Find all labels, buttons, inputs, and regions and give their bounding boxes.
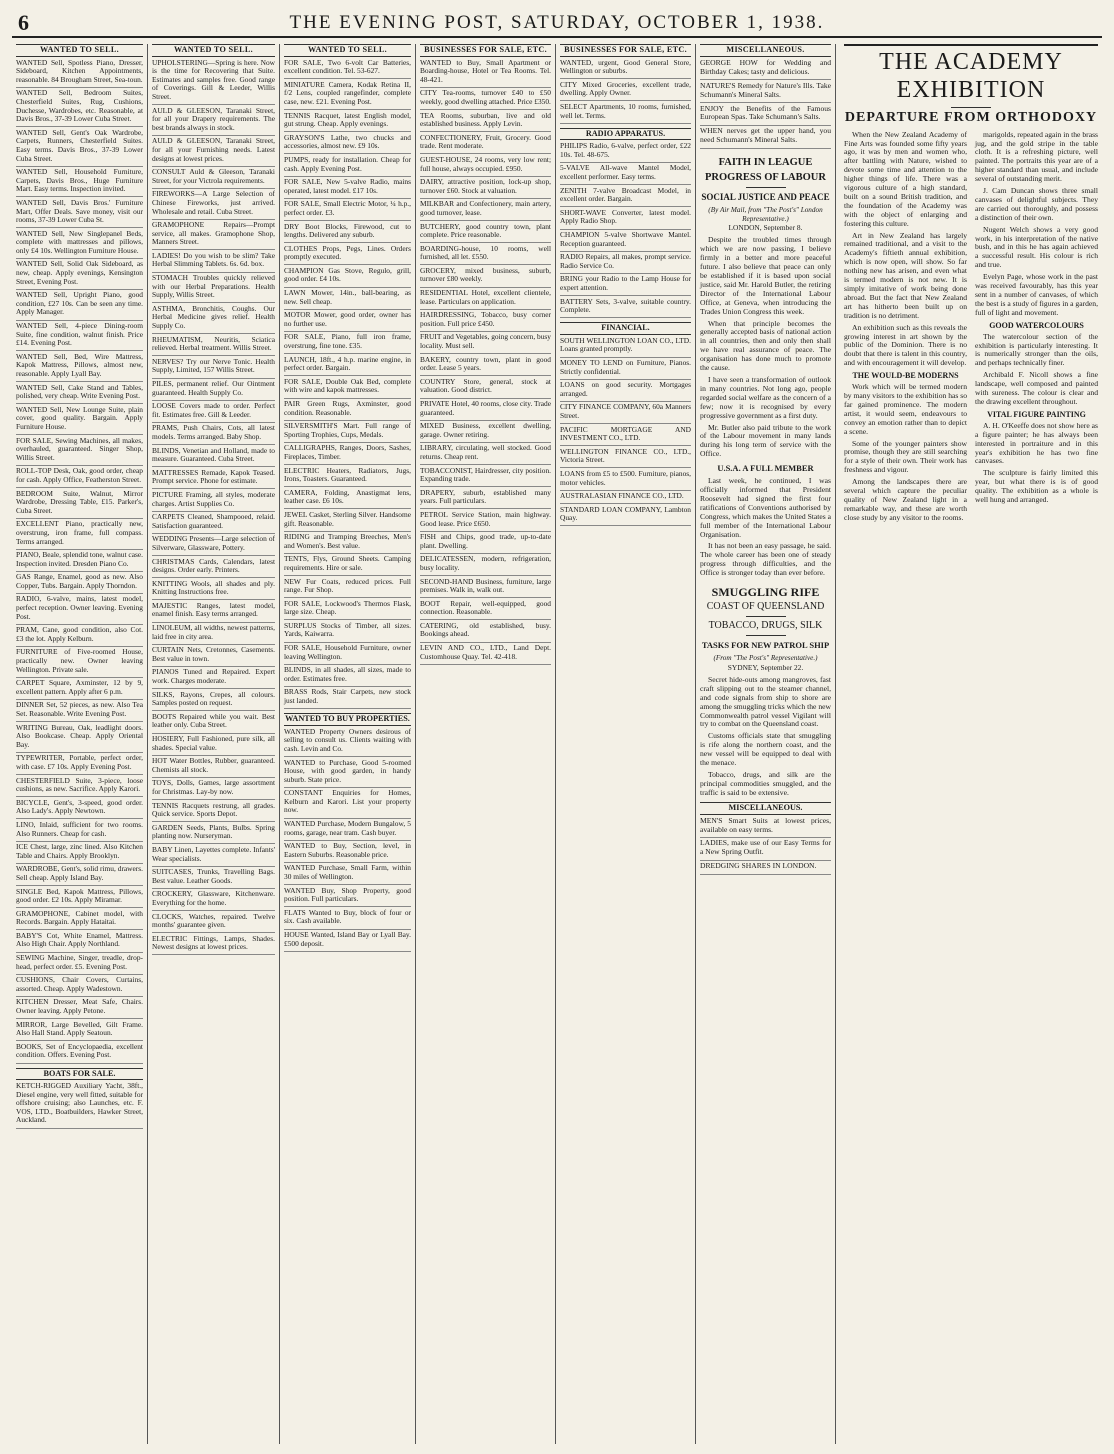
classified-ad: LINOLEUM, all widths, newest patterns, laid free in city area. — [152, 623, 275, 641]
classified-ad: CONSULT Auld & Gleeson, Taranaki Street, for your Victrola requirements. — [152, 167, 275, 185]
classified-ad: FURNITURE of Five-roomed House, practically new. Owner leaving Wellington. Private sale. — [16, 647, 143, 674]
classified-ad: GEORGE HOW for Wedding and Birthday Cakes; tasty and delicious. — [700, 57, 831, 76]
classified-ad: BOOT Repair, well-equipped, good connection. Reasonable. — [420, 598, 551, 617]
classified-ad: MEN'S Smart Suits at lowest prices, available on easy terms. — [700, 815, 831, 834]
classified-ad: COUNTRY Store, general, stock at valuation. Good district. — [420, 376, 551, 395]
classified-ad: HOUSE Wanted, Island Bay or Lyall Bay. £500 deposit. — [284, 930, 411, 948]
classified-ad: FOR SALE, Sewing Machines, all makes, overhauled, guaranteed. Singer Shop, Willis Street. — [16, 435, 143, 462]
paragraph: J. Cam Duncan shows three small canvases of delightful subjects. They are carried out thoroughly, and possess a distinction of their own. — [975, 186, 1098, 222]
column-header: WANTED TO SELL. — [284, 44, 411, 57]
classified-ad: TENNIS Racquet, latest English model, gut strung. Cheap. Apply evenings. — [284, 110, 411, 129]
classified-ad: DRY Boot Blocks, Firewood, cut to lengths. Delivered any suburb. — [284, 221, 411, 240]
section-header: WANTED TO BUY PROPERTIES. — [284, 713, 411, 726]
classified-ad: CROCKERY, Glassware, Kitchenware. Everything for the home. — [152, 889, 275, 907]
classified-ad: RIDING and Tramping Breeches, Men's and Women's. Best value. — [284, 532, 411, 550]
classified-ad: BOARDING-house, 10 rooms, well furnished, all let. £550. — [420, 243, 551, 262]
column-6 — [696, 44, 836, 1444]
classified-ad: SURPLUS Stocks of Timber, all sizes. Yards, Kaiwarra. — [284, 620, 411, 639]
classified-ad: WANTED Sell, Spotless Piano, Dresser, Sideboard, Kitchen Appointments, reasonable. 84 Brougham Street, Sea-toun. — [16, 57, 143, 84]
classified-ad: CHESTERFIELD Suite, 3-piece, loose cushions, as new. Sacrifice. Apply Karori. — [16, 775, 143, 794]
newspaper-title: THE EVENING POST, SATURDAY, OCTOBER 1, 1938. — [289, 12, 825, 33]
paragraph: marigolds, repeated again in the brass jug, and the gold stripe in the table cloth. It is a refreshing picture, well painted. The portraits this year are of a higher standard than usual, and include several of outstanding merit. — [975, 129, 1098, 184]
classified-ad: LIBRARY, circulating, well stocked. Good returns. Cheap rent. — [420, 443, 551, 461]
column-5 — [556, 44, 696, 1444]
classified-ad: JEWEL Casket, Sterling Silver. Handsome gift. Reasonable. — [284, 509, 411, 528]
feature-columns — [844, 131, 1098, 526]
classified-ad: EXCELLENT Piano, practically new, overstrung, iron frame, full compass. Terms arranged. — [16, 519, 143, 546]
ad-list — [16, 59, 143, 1064]
classified-ad: WEDDING Presents—Large selection of Silverware, Glassware, Pottery. — [152, 534, 275, 552]
classified-ad: CLOTHES Props, Pegs, Lines. Orders promptly executed. — [284, 243, 411, 262]
classified-ad: SEWING Machine, Singer, treadle, drop-head, perfect order. £5. Evening Post. — [16, 953, 143, 971]
ad-list — [152, 59, 275, 956]
classified-ad: WANTED Purchase, Modern Bungalow, 5 rooms, garage, near tram. Cash buyer. — [284, 819, 411, 837]
classified-ad: BOOKS, Set of Encyclopaedia, excellent condition. Offers. Evening Post. — [16, 1041, 143, 1060]
story-body — [700, 477, 831, 578]
story-headline: FAITH IN LEAGUE — [718, 156, 813, 168]
classified-ad: BRASS Rods, Stair Carpets, new stock just landed. — [284, 687, 411, 706]
classified-ad: SILVERSMITH'S Mart. Full range of Sporting Trophies, Cups, Medals. — [284, 421, 411, 439]
classified-ad: DINNER Set, 52 pieces, as new. Also Tea Set. Reasonable. Write Evening Post. — [16, 700, 143, 718]
masthead — [12, 10, 1102, 38]
classified-ad: BAKERY, country town, plant in good order. Lease 5 years. — [420, 354, 551, 373]
column-header: BUSINESSES FOR SALE, ETC. — [420, 44, 551, 57]
page-number: 6 — [18, 10, 29, 35]
classified-ad: STANDARD LOAN COMPANY, Lambton Quay. — [560, 504, 691, 523]
classified-ad: MATTRESSES Remade, Kapok Teased. Prompt service. Phone for estimate. — [152, 467, 275, 486]
classified-ad: WANTED Sell, Bedroom Suites, Chesterfield Suites, Rug, Cushions, Duchesse, Wardrobes, etc. Reasonable, at Davis Bros., 37-39 Lower Cuba Street. — [16, 88, 143, 124]
classified-ad: WANTED to Buy, Section, level, in Eastern Suburbs. Reasonable price. — [284, 841, 411, 859]
classified-ad: FLATS Wanted to Buy, block of four or six. Cash available. — [284, 907, 411, 926]
classified-ad: ASTHMA, Bronchitis, Coughs. Our Herbal Medicine gives relief. Health Supply Co. — [152, 303, 275, 331]
classified-ad: PRIVATE Hotel, 40 rooms, close city. Trade guaranteed. — [420, 399, 551, 417]
feature-title: THE ACADEMY EXHIBITION — [844, 44, 1098, 104]
paragraph: The sculpture is fairly limited this year, but what there is is of good quality. The exhibition as a whole is well hung and arranged. — [975, 468, 1098, 505]
feature-body — [844, 383, 967, 523]
classified-ad: TYPEWRITER, Portable, perfect order, with case. £7 10s. Apply Evening Post. — [16, 753, 143, 771]
classified-ad: WANTED Sell, Solid Oak Sideboard, as new, cheap. Apply evenings, Kensington Street, Evening Post. — [16, 259, 143, 286]
classified-ad: RADIO Repairs, all makes, prompt service. Radio Service Co. — [560, 252, 691, 270]
feature-body — [975, 422, 1098, 505]
classified-ad: CITY Tea-rooms, turnover £40 to £50 weekly, good dwelling attached. Price £350. — [420, 88, 551, 106]
classified-ad: SELECT Apartments, 10 rooms, furnished, well let. Terms. — [560, 101, 691, 120]
classified-ad: PICTURE Framing, all styles, moderate charges. Artist Supplies Co. — [152, 489, 275, 508]
classified-ad: TEA Rooms, suburban, live and old established business. Apply Levin. — [420, 110, 551, 129]
paragraph: Despite the troubled times through which we are now passing, I believe firmly in a better and more peaceful future. I also believe that peace can only be established if it is based upon social justice, said Mr. Harold Butler, the retiring Director of the International Labour Office, at Geneva, when introducing the Trades Union Congress this week. — [700, 235, 831, 316]
classified-ad: FOR SALE, Small Electric Motor, ¼ h.p., perfect order. £3. — [284, 199, 411, 217]
classified-ad: MAJESTIC Ranges, latest model, enamel finish. Easy terms arranged. — [152, 600, 275, 619]
feature-body — [975, 131, 1098, 318]
column-header: WANTED TO SELL. — [152, 44, 275, 57]
classified-ad: LEVIN AND CO., LTD., Land Dept. Customhouse Quay. Tel. 42-418. — [420, 643, 551, 661]
feature-subtitle: DEPARTURE FROM ORTHODOXY — [844, 110, 1098, 125]
classified-ad: BOOTS Repaired while you wait. Best leather only. Cuba Street. — [152, 711, 275, 730]
classified-ad: RESIDENTIAL Hotel, excellent clientele, lease. Particulars on application. — [420, 288, 551, 306]
classified-ad: CITY Mixed Groceries, excellent trade, dwelling. Apply Owner. — [560, 79, 691, 98]
story-body — [700, 676, 831, 798]
paragraph: When the New Zealand Academy of Fine Arts was founded some fifty years ago, it was by men and women who, after battling with Nature, wished to devote some time and attention to the higher things of life. There was a vigorous culture of a high standard, built on a sound British tradition, and the foundation of the Academy was with the object of enlarging and fostering this culture. — [844, 129, 967, 228]
classified-ad: CONSTANT Enquiries for Homes, Kelburn and Karori. List your property now. — [284, 788, 411, 815]
classified-ad: CARPETS Cleaned, Shampooed, relaid. Satisfaction guaranteed. — [152, 512, 275, 530]
classified-ad: FOR SALE, Piano, full iron frame, overstrung, fine tone. £35. — [284, 332, 411, 351]
ad-list — [700, 59, 831, 149]
classified-ad: LOOSE Covers made to order. Perfect fit. Estimates free. Gill & Leeder. — [152, 401, 275, 419]
classified-ad: SHORT-WAVE Converter, latest model. Apply Radio Shop. — [560, 207, 691, 226]
classified-ad: MINIATURE Camera, Kodak Retina II, f/2 Lens, coupled rangefinder, complete case, new. £21. Evening Post. — [284, 79, 411, 106]
classified-ad: CHAMPION Gas Stove, Regulo, grill, good order. £4 10s. — [284, 265, 411, 284]
classified-ad: CAMERA, Folding, Anastigmat lens, leather case. £6 10s. — [284, 487, 411, 506]
section-header: FINANCIAL. — [560, 322, 691, 335]
classified-ad: WANTED Property Owners desirous of selling to consult us. Clients waiting with cash. Levin and Co. — [284, 726, 411, 753]
classified-ad: PETROL Service Station, main highway. Good lease. Price £650. — [420, 509, 551, 528]
ad-list — [16, 1082, 143, 1128]
classified-ad: BICYCLE, Gent's, 3-speed, good order. Also Lady's. Apply Newtown. — [16, 797, 143, 816]
classified-ad: FOR SALE, New 5-valve Radio, mains operated, latest model. £17 10s. — [284, 177, 411, 195]
classified-ad: TENNIS Racquets restrung, all grades. Quick service. Sports Depot. — [152, 800, 275, 819]
classified-ad: CATERING, old established, busy. Bookings ahead. — [420, 620, 551, 639]
byline: (By Air Mail, from "The Post's" London Representative.) — [708, 205, 823, 223]
section-header: BOATS FOR SALE. — [16, 1068, 143, 1081]
story-body — [700, 236, 831, 459]
paragraph: Among the landscapes there are several which capture the peculiar quality of New Zealand light in a remarkable way, and these are worth close study by any visitor to the rooms. — [844, 477, 967, 522]
classified-ad: CONFECTIONERY, Fruit, Grocery. Good trade. Rent moderate. — [420, 132, 551, 151]
classified-ad: LAWN Mower, 14in., ball-bearing, as new. Sell cheap. — [284, 288, 411, 306]
paragraph: Some of the younger painters show promise, though they are still searching for a style of their own. Their work has freshness and vigour. — [844, 438, 967, 475]
paragraph: Evelyn Page, whose work in the past was received favourably, has this year sent in a number of canvases, of which the best is a study of figures in a garden, full of light and movement. — [975, 272, 1098, 317]
classified-ad: ICE Chest, large, zinc lined. Also Kitchen Table and Chairs. Apply Brooklyn. — [16, 842, 143, 860]
story-subheadline: TASKS FOR NEW PATROL SHIP — [701, 640, 830, 651]
classified-ad: TENTS, Flys, Ground Sheets. Camping requirements. Hire or sale. — [284, 554, 411, 572]
column-header: BUSINESSES FOR SALE, ETC. — [560, 44, 691, 57]
classified-ad: NEW Fur Coats, reduced prices. Full range. Fur Shop. — [284, 576, 411, 595]
classified-ad: BABY Linen, Layettes complete. Infants' Wear specialists. — [152, 844, 275, 863]
classified-ad: SECOND-HAND Business, furniture, large premises. Walk in, walk out. — [420, 576, 551, 595]
academy-feature — [836, 44, 1102, 1444]
classified-ad: LINO, Inlaid, sufficient for two rooms. Also Runners. Cheap for cash. — [16, 819, 143, 838]
paragraph: Art in New Zealand has largely remained traditional, and a visit to the Academy's fiftieth annual exhibition, which is now open, will show. So far nothing new has arisen, and even what is termed modern is not new. It is simply imitative of work being done abroad. But the fact that New Zealand art has hitherto been built up on tradition is no detriment. — [844, 230, 967, 320]
classified-ad: PILES, permanent relief. Our Ointment guaranteed. Health Supply Co. — [152, 379, 275, 397]
classified-ad: PUMPS, ready for installation. Cheap for cash. Apply Evening Post. — [284, 154, 411, 173]
dateline: SYDNEY, September 22. — [727, 663, 804, 672]
classified-ad: GAS Range, Enamel, good as new. Also Copper, Tubs. Bargain. Apply Thorndon. — [16, 572, 143, 590]
classified-ad: NATURE'S Remedy for Nature's Ills. Take Schumann's Mineral Salts. — [700, 80, 831, 99]
byline: (From "The Post's" Representative.) — [713, 654, 818, 663]
classified-ad: CALLIGRAPHS, Ranges, Doors, Sashes, Fireplaces, Timber. — [284, 443, 411, 461]
classified-ad: WANTED Sell, Upright Piano, good condition, £27 10s. Can be seen any time. Apply Manager. — [16, 290, 143, 317]
classified-ad: HOSIERY, Full Fashioned, pure silk, all shades. Special value. — [152, 734, 275, 752]
classified-ad: PRAM, Cane, good condition, also Cot. £3 the lot. Apply Kelburn. — [16, 625, 143, 643]
classified-ad: WELLINGTON FINANCE CO., LTD., Victoria Street. — [560, 446, 691, 465]
paragraph: The watercolour section of the exhibition is particularly interesting. It is numerically stronger than the oils, and perhaps technically finer. — [975, 331, 1098, 368]
feature-body — [844, 131, 967, 369]
classified-ad: KITCHEN Dresser, Meat Safe, Chairs. Owner leaving. Apply Petone. — [16, 997, 143, 1016]
ad-list — [420, 59, 551, 665]
classified-ad: ELECTRIC Heaters, Radiators, Jugs, Irons, Toasters. Guaranteed. — [284, 465, 411, 484]
classified-ad: BUTCHERY, good country town, plant complete. Price reasonable. — [420, 221, 551, 240]
classified-ad: HOT Water Bottles, Rubber, guaranteed. Chemists all stock. — [152, 756, 275, 774]
classified-ad: WANTED Purchase, Small Farm, within 30 miles of Wellington. — [284, 863, 411, 882]
paragraph: It has not been an easy passage, he said. The whole career has been one of steady progress through difficulties, and the Office is stronger today than ever before. — [700, 541, 831, 578]
section-header: MISCELLANEOUS. — [700, 802, 831, 815]
column-header: MISCELLANEOUS. — [700, 44, 831, 57]
classified-ad: GRAMOPHONE Repairs—Prompt service, all makes. Gramophone Shop, Manners Street. — [152, 220, 275, 247]
classified-ad: FOR SALE, Two 6-volt Car Batteries, excellent condition. Tel. 53-627. — [284, 57, 411, 76]
story-headline: PROGRESS OF LABOUR — [705, 171, 826, 183]
classified-ad: TOBACCONIST, Hairdresser, city position. Expanding trade. — [420, 465, 551, 484]
feature-crosshead: VITAL FIGURE PAINTING — [987, 409, 1086, 419]
classified-ad: SUITCASES, Trunks, Travelling Bags. Best value. Leather Goods. — [152, 867, 275, 885]
feature-crosshead: GOOD WATERCOLOURS — [989, 320, 1084, 330]
classified-ad: DELICATESSEN, modern, refrigeration, busy locality. — [420, 554, 551, 572]
classified-ad: DREDGING SHARES IN LONDON. — [700, 861, 817, 871]
paragraph: Secret hide-outs among mangroves, fast craft slipping out to the steamer channel, and code signals from ship to shore are among the smuggling tricks which the new Commonwealth patrol vessel Vigilant will try to combat on the Queensland coast. — [700, 674, 831, 729]
classified-ad: BLINDS, Venetian and Holland, made to measure. Guaranteed. Cuba Street. — [152, 445, 275, 464]
classified-ad: CITY FINANCE COMPANY, 60a Manners Street. — [560, 402, 691, 420]
paragraph: Customs officials state that smuggling is rife along the northern coast, and the new vessel will be equipped to deal with the menace. — [700, 731, 831, 768]
classified-ad: AULD & GLEESON, Taranaki Street, for all your Furnishing needs. Latest designs at lowest prices. — [152, 136, 275, 163]
classified-ad: PACIFIC MORTGAGE AND INVESTMENT CO., LTD. — [560, 424, 691, 443]
ad-list — [560, 337, 691, 527]
classified-ad: CUSHIONS, Chair Covers, Curtains, assorted. Cheap. Apply Wadestown. — [16, 975, 143, 993]
classified-ad: NERVES? Try our Nerve Tonic. Health Supply, Limited, 157 Willis Street. — [152, 356, 275, 375]
classified-ad: LAUNCH, 18ft., 4 h.p. marine engine, in perfect order. Bargain. — [284, 354, 411, 373]
classified-ad: 5-VALVE All-wave Mantel Model, excellent performer. Easy terms. — [560, 163, 691, 182]
classified-ad: LADIES! Do you wish to be slim? Take Herbal Slimming Tablets. 6s. 6d. box. — [152, 250, 275, 269]
classified-ad: TOYS, Dolls, Games, large assortment for Christmas. Lay-by now. — [152, 778, 275, 796]
columns — [12, 44, 1102, 1444]
story-subheadline: TOBACCO, DRUGS, SILK — [708, 620, 823, 632]
classified-ad: LOANS from £5 to £500. Furniture, pianos, motor vehicles. — [560, 468, 691, 487]
classified-ad: CHAMPION 5-valve Shortwave Mantel. Reception guaranteed. — [560, 230, 691, 248]
classified-ad: GROCERY, mixed business, suburb, turnover £80 weekly. — [420, 265, 551, 284]
classified-ad: ENJOY the Benefits of the Famous European Spas. Take Schumann's Salts. — [700, 103, 831, 122]
classified-ad: SOUTH WELLINGTON LOAN CO., LTD. Loans granted promptly. — [560, 335, 691, 354]
classified-ad: WANTED Sell, New Singlepanel Beds, complete with mattresses and pillows, only £4 10s. Wellington Furniture House. — [16, 228, 143, 255]
classified-ad: WANTED Sell, 4-piece Dining-room Suite, fine condition, walnut finish. Price £14. Evening Post. — [16, 321, 143, 348]
classified-ad: WANTED, urgent, Good General Store, Wellington or suburbs. — [560, 57, 691, 76]
feature-col-2 — [975, 131, 1098, 526]
feature-col-1 — [844, 131, 967, 526]
story-crosshead: U.S.A. A FULL MEMBER — [717, 463, 814, 474]
classified-ad: WANTED Sell, New Lounge Suite, plain cover, good quality. Bargain. Apply Furniture House. — [16, 404, 143, 431]
classified-ad: GRAYSON'S Lathe, two chucks and accessories, almost new. £9 10s. — [284, 132, 411, 151]
classified-ad: AUSTRALASIAN FINANCE CO., LTD. — [560, 491, 684, 501]
classified-ad: WANTED Sell, Household Furniture, Carpets, Davis Bros., Huge Furniture Mart. Easy terms. Inspection invited. — [16, 167, 143, 194]
column-1 — [12, 44, 148, 1444]
classified-ad: PIANO, Beale, splendid tone, walnut case. Inspection invited. Dresden Piano Co. — [16, 550, 143, 568]
classified-ad: FISH and Chips, good trade, up-to-date plant. Dwelling. — [420, 532, 551, 550]
classified-ad: BATTERY Sets, 3-valve, suitable country. Complete. — [560, 296, 691, 315]
paragraph: A. H. O'Keeffe does not show here as a figure painter; he has always been interested in portraiture and in this year's exhibition he has two fine canvases. — [975, 420, 1098, 466]
section-header: RADIO APPARATUS. — [560, 128, 691, 141]
ad-list — [700, 817, 831, 875]
classified-ad: WANTED to Buy, Small Apartment or Boarding-house, Hotel or Tea Rooms. Tel. 48-421. — [420, 57, 551, 84]
classified-ad: BEDROOM Suite, Walnut, Mirror Wardrobe, Dressing Table, £15. Parker's, Cuba Street. — [16, 488, 143, 515]
column-3 — [280, 44, 416, 1444]
classified-ad: FOR SALE, Lockwood's Thermos Flask, large size. Cheap. — [284, 598, 411, 617]
classified-ad: DRAPERY, suburb, established many years. Full particulars. — [420, 487, 551, 506]
classified-ad: RHEUMATISM, Neuritis, Sciatica relieved. Herbal treatment. Willis Street. — [152, 334, 275, 353]
classified-ad: WANTED Sell, Bed, Wire Mattress, Kapok Mattress, Pillows, almost new, reasonable. Apply Lyall Bay. — [16, 351, 143, 378]
classified-ad: LOANS on good security. Mortgages arranged. — [560, 380, 691, 398]
classified-ad: ZENITH 7-valve Broadcast Model, in excellent order. Bargain. — [560, 185, 691, 204]
paragraph: Archibald F. Nicoll shows a fine landscape, well composed and painted with sureness. The colour is clear and the drawing excellent throughout. — [975, 370, 1098, 406]
classified-ad: FRUIT and Vegetables, going concern, busy locality. Must sell. — [420, 332, 551, 351]
paragraph: Work which will be termed modern by many visitors to the exhibition has so far gained prominence. The modern artist, it would seem, endeavours to convey an emotion rather than to depict a scene. — [844, 382, 967, 436]
ad-list — [284, 59, 411, 710]
classified-ad: STOMACH Troubles quickly relieved with our Herbal Preparations. Health Supply, Willis Street. — [152, 273, 275, 300]
classified-ad: WANTED Sell, Davis Bros.' Furniture Mart, Offer Deals. Save money, visit our rooms, 37-39 Lower Cuba St. — [16, 197, 143, 225]
ad-list — [560, 59, 691, 124]
classified-ad: PHILIPS Radio, 6-valve, perfect order, £22 10s. Tel. 48-675. — [560, 141, 691, 159]
classified-ad: PAIR Green Rugs, Axminster, good condition. Reasonable. — [284, 399, 411, 417]
classified-ad: WARDROBE, Gent's, solid rimu, drawers. Sell cheap. Apply Island Bay. — [16, 864, 143, 882]
classified-ad: MILKBAR and Confectionery, main artery, good turnover, lease. — [420, 199, 551, 217]
dateline: LONDON, September 8. — [728, 223, 803, 233]
paragraph: When that principle becomes the generally accepted basis of national action in all countries, then and only then shall we have real assurance of peace. The organisation has done much to promote the cause. — [700, 318, 831, 373]
classified-ad: GUEST-HOUSE, 24 rooms, very low rent; full house, always occupied. £950. — [420, 154, 551, 173]
story-subheadline: SOCIAL JUSTICE AND PEACE — [701, 191, 830, 202]
column-header: WANTED TO SELL. — [16, 44, 143, 57]
story-headline: COAST OF QUEENSLAND — [706, 601, 825, 613]
classified-ad: CHRISTMAS Cards, Calendars, latest designs. Order early. Printers. — [152, 556, 275, 575]
classified-ad: DAIRY, attractive position, lock-up shop, turnover £60. Stock at valuation. — [420, 177, 551, 195]
classified-ad: MIXED Business, excellent dwelling, garage. Owner retiring. — [420, 421, 551, 439]
classified-ad: MONEY TO LEND on Furniture, Pianos. Strictly confidential. — [560, 358, 691, 376]
classified-ad: WANTED Buy, Shop Property, good position. Full particulars. — [284, 885, 411, 904]
classified-ad: LADIES, make use of our Easy Terms for a New Spring Outfit. — [700, 838, 831, 857]
classified-ad: CLOCKS, Watches, repaired. Twelve months' guarantee given. — [152, 911, 275, 930]
classified-ad: WRITING Bureau, Oak, leadlight doors. Also Bookcase. Cheap. Apply Oriental Bay. — [16, 722, 143, 749]
classified-ad: BRING your Radio to the Lamp House for expert attention. — [560, 274, 691, 292]
column-2 — [148, 44, 280, 1444]
classified-ad: KETCH-RIGGED Auxiliary Yacht, 38ft., Diesel engine, very well fitted, suitable for offshore cruising; also Launches, etc. F. VOS, LTD., Boatbuilders, Hawker Street, Auckland. — [16, 1081, 143, 1125]
classified-ad: ELECTRIC Fittings, Lamps, Shades. Newest designs at lowest prices. — [152, 933, 275, 952]
paragraph: I have seen a transformation of outlook in many countries. Not long ago, people regarded social welfare as the concern of a few; now it is recognised by every progressive government as a first duty. — [700, 374, 831, 420]
classified-ad: SILKS, Rayons, Crepes, all colours. Samples posted on request. — [152, 689, 275, 708]
classified-ad: BABY'S Cot, White Enamel, Mattress. Also High Chair. Apply Northland. — [16, 930, 143, 949]
paragraph: Mr. Butler also paid tribute to the work of the Labour movement in many lands during his long term of service with the Office. — [700, 422, 831, 459]
classified-ad: ROLL-TOP Desk, Oak, good order, cheap for cash. Apply Office, Featherston Street. — [16, 466, 143, 484]
paragraph: Last week, he continued, I was officially informed that President Roosevelt had signed the first four ratifications of Conventions authorised by Congress, which makes the United States a full member of the International Labour Organisation. — [700, 476, 831, 539]
paragraph: Nugent Welch shows a very good work, in his interpretation of the native bush, and in this he has again achieved a successful result. His colour is rich and true. — [975, 224, 1098, 270]
classified-ad: GRAMOPHONE, Cabinet model, with Records. Bargain. Apply Hataitai. — [16, 908, 143, 927]
classified-ad: HAIRDRESSING, Tobacco, busy corner position. Full price £450. — [420, 310, 551, 328]
classified-ad: KNITTING Wools, all shades and ply. Knitting Instructions free. — [152, 578, 275, 597]
paragraph: Tobacco, drugs, and silk are the principal commodities smuggled, and the traffic is said to be extensive. — [700, 769, 831, 797]
classified-ad: MOTOR Mower, good order, owner has no further use. — [284, 310, 411, 328]
classified-ad: MIRROR, Large Bevelled, Gilt Frame. Also Hall Stand. Apply Seatoun. — [16, 1019, 143, 1038]
classified-ad: UPHOLSTERING—Spring is here. Now is the time for Recovering that Suite. Estimates and samples free. Good range of Coverings. Gill & Leeder, Willis Street. — [152, 57, 275, 101]
classified-ad: AULD & GLEESON, Taranaki Street, for all your Drapery requirements. The best brands always in stock. — [152, 105, 275, 132]
classified-ad: PRAMS, Push Chairs, Cots, all latest models. Terms arranged. Baby Shop. — [152, 423, 275, 441]
classified-ad: RADIO, 6-valve, mains, latest model, perfect reception. Owner leaving. Evening Post. — [16, 594, 143, 621]
classified-ad: SINGLE Bed, Kapok Mattress, Pillows, good order. £2 10s. Apply Miramar. — [16, 886, 143, 905]
classified-ad: WANTED Sell, Cake Stand and Tables, polished, very cheap. Write Evening Post. — [16, 382, 143, 401]
feature-crosshead: THE WOULD-BE MODERNS — [852, 371, 959, 381]
classified-ad: PIANOS Tuned and Repaired. Expert work. Charges moderate. — [152, 667, 275, 686]
feature-body — [975, 333, 1098, 407]
story-headline: SMUGGLING RIFE — [711, 585, 820, 600]
classified-ad: WHEN nerves get the upper hand, you need Schumann's Mineral Salts. — [700, 126, 831, 145]
ad-list — [560, 142, 691, 318]
classified-ad: GARDEN Seeds, Plants, Bulbs. Spring planting now. Nurseryman. — [152, 822, 275, 841]
classified-ad: CURTAIN Nets, Cretonnes, Casements. Best value in town. — [152, 645, 275, 663]
classified-ad: WANTED Sell, Gent's Oak Wardrobe, Carpets, Runners, Chesterfield Suites. Easy terms. Davis Bros., 37-39 Lower Cuba Street. — [16, 127, 143, 163]
column-4 — [416, 44, 556, 1444]
classified-ad: WANTED to Purchase, Good 5-roomed House, with good garden, in handy suburb. State price. — [284, 757, 411, 784]
classified-ad: CARPET Square, Axminster, 12 by 9, excellent pattern. Apply after 6 p.m. — [16, 678, 143, 696]
paragraph: An exhibition such as this reveals the growing interest in art shown by the public of the Dominion. There is no doubt that there is talent in this country, and with encouragement it will develop. — [844, 322, 967, 368]
classified-ad: BLINDS, in all shades, all sizes, made to order. Estimates free. — [284, 665, 411, 683]
ad-list — [284, 728, 411, 952]
classified-ad: FIREWORKS—A Large Selection of Chinese Fireworks, just arrived. Wholesale and retail. Cuba Street. — [152, 189, 275, 216]
classified-ad: FOR SALE, Household Furniture, owner leaving Wellington. — [284, 643, 411, 661]
classified-ad: FOR SALE, Double Oak Bed, complete with wire and kapok mattresses. — [284, 376, 411, 395]
